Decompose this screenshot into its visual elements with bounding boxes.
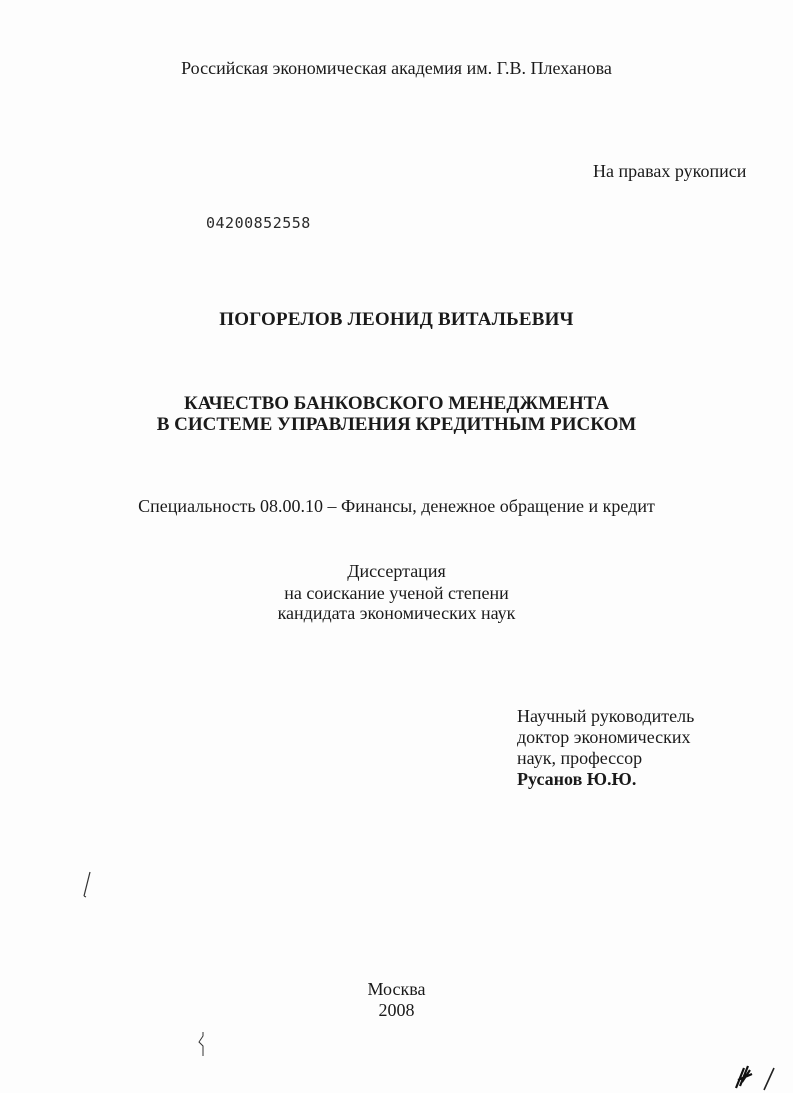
stamp-number: 04200852558: [206, 214, 311, 232]
specialty-line: Специальность 08.00.10 – Финансы, денежное обращение и кредит: [138, 496, 655, 516]
degree-line-3: кандидата экономических наук: [277, 603, 516, 623]
dissertation-title-line-1: КАЧЕСТВО БАНКОВСКОГО МЕНЕДЖМЕНТА: [183, 393, 610, 414]
city: Москва: [367, 979, 426, 999]
year: 2008: [378, 1000, 415, 1020]
supervisor-role: Научный руководитель: [517, 706, 695, 726]
signature-scribble-icon: [730, 1062, 788, 1092]
dissertation-title-line-2: В СИСТЕМЕ УПРАВЛЕНИЯ КРЕДИТНЫМ РИСКОМ: [156, 414, 637, 435]
supervisor-name: Русанов Ю.Ю.: [517, 769, 637, 789]
supervisor-degree-line-1: доктор экономических: [517, 727, 691, 747]
supervisor-block: [517, 706, 694, 790]
degree-line-1: Диссертация: [347, 561, 446, 581]
pen-bracket-mark: [194, 1030, 208, 1060]
manuscript-note: На правах рукописи: [593, 161, 747, 181]
degree-line-2: на соискание ученой степени: [284, 583, 509, 603]
supervisor-degree-line-2: наук, профессор: [517, 748, 643, 768]
pen-stroke-mark: [80, 870, 94, 900]
author-name: ПОГОРЕЛОВ ЛЕОНИД ВИТАЛЬЕВИЧ: [219, 309, 574, 330]
institution-name: Российская экономическая академия им. Г.В. Плеханова: [181, 58, 612, 78]
